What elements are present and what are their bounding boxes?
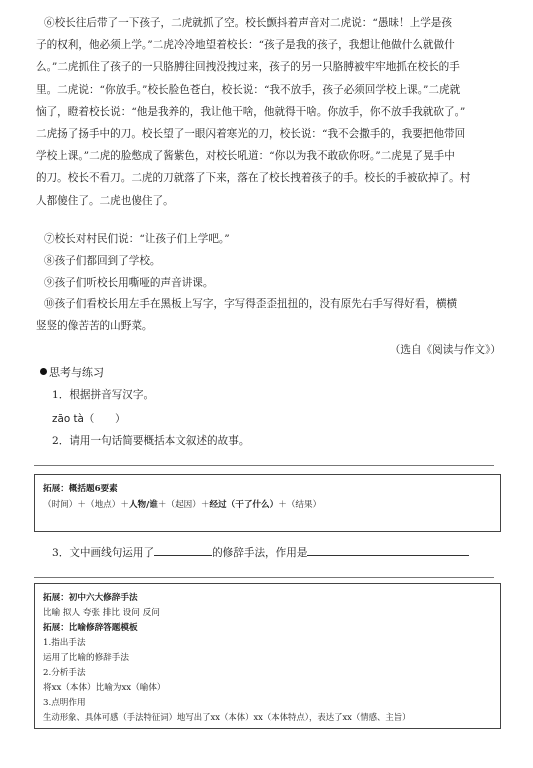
box-title: 拓展：初中六大修辞手法	[43, 593, 138, 603]
story-paragraph-7: ⑦校长对村民们说：“让孩子们上学吧。”	[44, 233, 230, 245]
answer-line-q2[interactable]	[34, 465, 494, 466]
exercise-heading-text: 思考与练习	[49, 366, 104, 379]
formula-part: 人物/谁	[128, 500, 158, 510]
answer-line-q3[interactable]	[34, 577, 494, 578]
question-3-text: 的修辞手法，作用是	[212, 547, 308, 559]
paragraph-line: 学校上课。”二虎的脸憋成了酱紫色，对校长吼道：“你以为我不敢砍你呀。”二虎晃了晃手中	[36, 150, 455, 163]
exercise-heading	[40, 364, 104, 380]
answer-blank-effect[interactable]	[307, 545, 469, 556]
template-line: 生动形象、具体可感（手法特征词）地写出了xx（本体）xx（本体特点），表达了xx（情感、主旨）	[43, 712, 411, 722]
paragraph-line: 恼了，瞪着校长说：“他是我养的，我让他干啥，他就得干啥。你放手，你不放手我就砍了。”	[36, 105, 466, 118]
paragraph-line: 竖竖的像苦苦的山野菜。	[36, 320, 153, 333]
story-paragraph-9: ⑨孩子们听校长用嘶哑的声音讲课。	[44, 277, 214, 289]
template-line: 运用了比喻的修辞手法	[43, 653, 129, 663]
summary-elements-box	[34, 474, 501, 532]
rhetoric-template-box	[34, 583, 501, 729]
question-3	[52, 545, 469, 560]
formula-part: ＋（起因）＋	[157, 500, 210, 510]
question-3-text: 3．文中画线句运用了	[52, 547, 155, 559]
template-line: 1.指出手法	[43, 638, 86, 648]
story-paragraph-10	[36, 293, 504, 337]
formula-part: （时间）＋（地点）＋	[43, 500, 129, 510]
story-paragraph-6	[36, 12, 504, 212]
template-line: 3.点明作用	[43, 698, 86, 708]
question-2: 2．请用一句话简要概括本文叙述的故事。	[52, 435, 250, 447]
question-1: 1．根据拼音写汉字。	[52, 389, 155, 401]
formula-part: 经过（干了什么）	[209, 500, 279, 510]
paragraph-line: 的刀。校长不看刀。二虎的刀就落了下来，落在了校长拽着孩子的手。校长的手被砍掉了。村	[36, 172, 471, 185]
paragraph-line: 子的权利，他必须上学。”二虎冷冷地望着校长：“孩子是我的孩子，我想让他做什么就做什	[36, 39, 455, 52]
template-line: 2.分析手法	[43, 668, 86, 678]
question-1-pinyin-blank[interactable]: zāo tà（ ）	[52, 413, 126, 425]
paragraph-line: 里。二虎说：“你放手。”校长脸色苍白，校长说：“我不放手，孩子必须回学校上课。”二虎就	[36, 83, 461, 96]
box-title: 拓展：概括题6要素	[43, 484, 118, 494]
bullet-icon	[40, 368, 47, 375]
paragraph-line: ⑩孩子们看校长用左手在黑板上写字，字写得歪歪扭扭的，没有原先右手写得好看，横横	[44, 298, 458, 310]
box-subtitle: 拓展：比喻修辞答题模板	[43, 623, 138, 633]
formula-part: ＋（结果）	[278, 500, 322, 510]
story-paragraph-8: ⑧孩子们都回到了学校。	[44, 255, 161, 267]
answer-blank-device[interactable]	[154, 545, 212, 556]
source-citation: （选自《阅读与作文》）	[389, 344, 501, 356]
summary-formula	[43, 498, 321, 510]
rhetoric-devices-list: 比喻 拟人 夸张 排比 设问 反问	[43, 608, 160, 618]
paragraph-line: 么。”二虎抓住了孩子的一只胳膊往回拽没拽过来，孩子的另一只胳膊被牢牢地抓在校长的手	[36, 61, 460, 74]
paragraph-line: 人都傻住了。二虎也傻住了。	[36, 194, 174, 207]
template-line: 将xx（本体）比喻为xx（喻体）	[43, 683, 166, 693]
paragraph-line: ⑥校长往后带了一下孩子，二虎就抓了空。校长颤抖着声音对二虎说：“愚昧！上学是孩	[44, 17, 452, 29]
paragraph-line: 二虎扬了扬手中的刀。校长望了一眼闪着寒光的刀，校长说：“我不会撒手的，我要把他带回	[36, 128, 466, 141]
